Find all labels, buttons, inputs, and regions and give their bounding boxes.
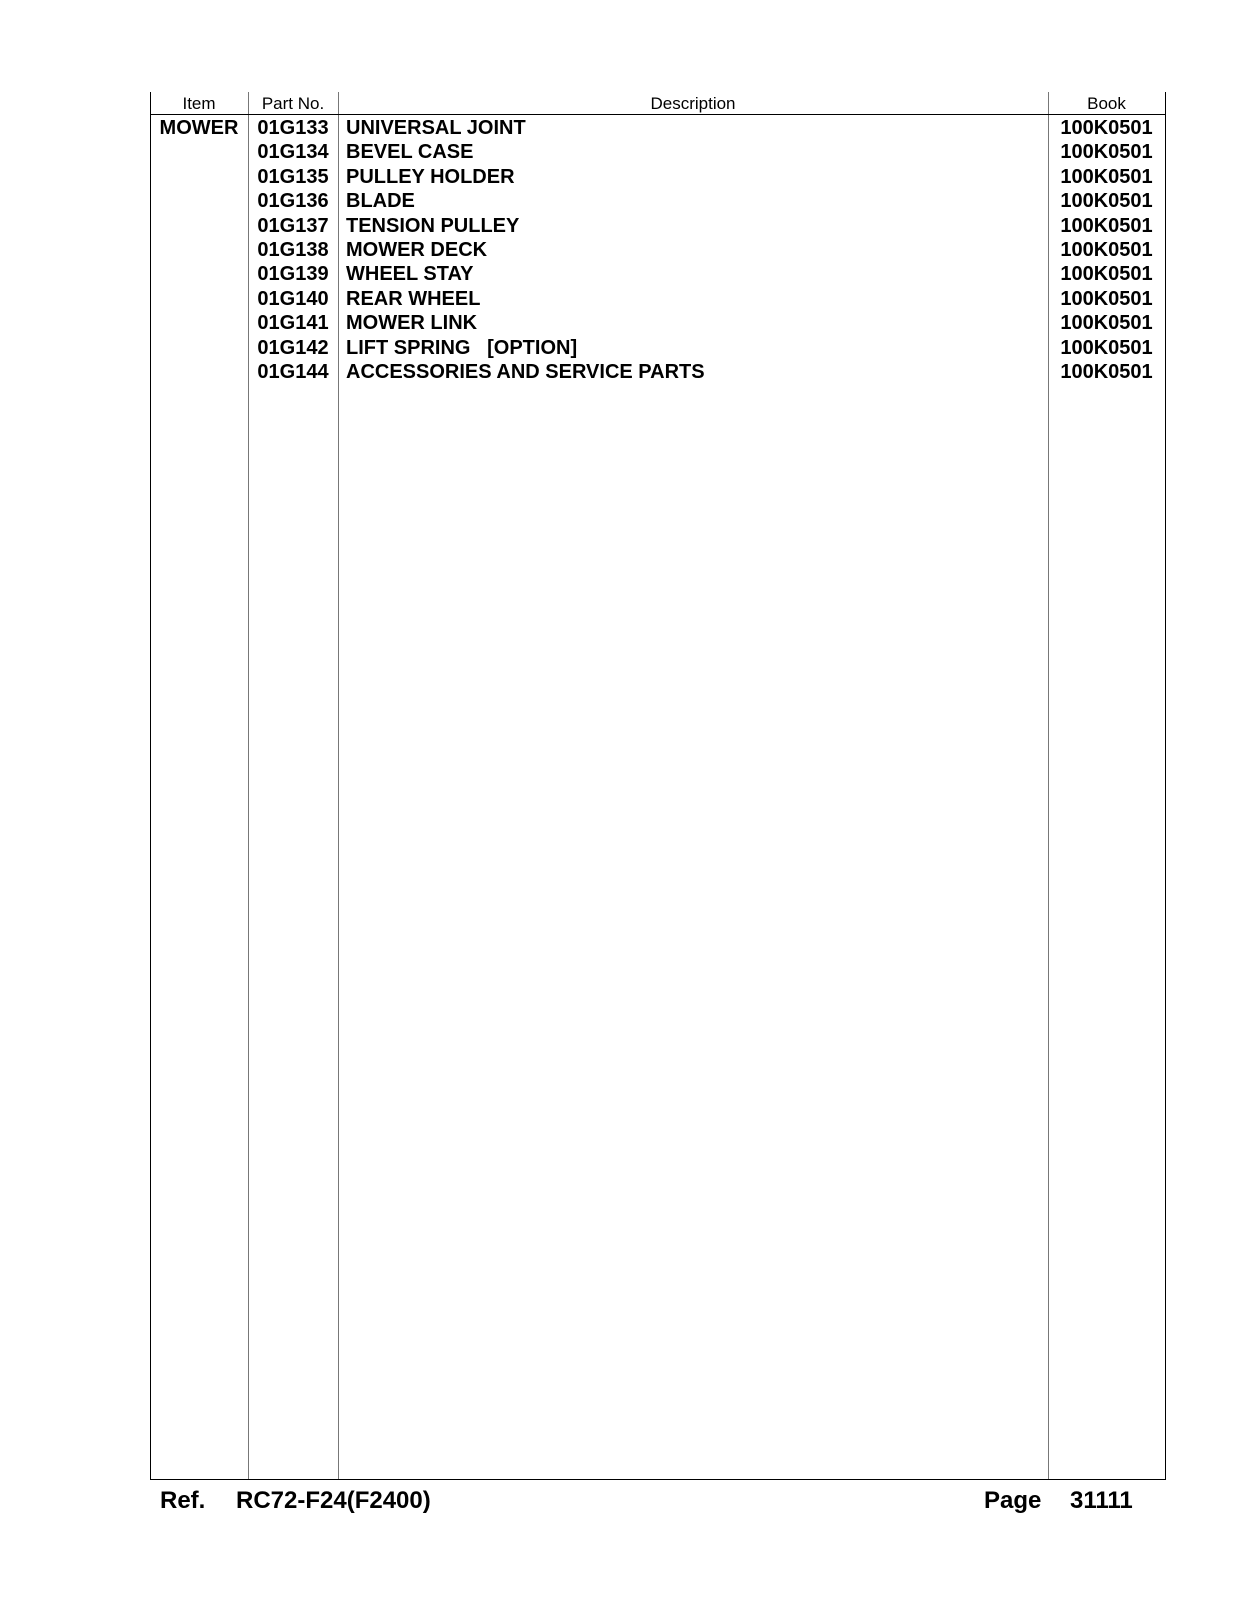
page-footer [150,1484,1166,1518]
header-item: Item [182,94,216,113]
footer-rule [150,1479,1166,1480]
row-book: 100K0501 [1060,141,1153,164]
page-number: 31111 [1070,1487,1133,1514]
table-row [150,116,1166,140]
row-part-no: 01G142 [257,336,329,359]
row-description: LIFT SPRING [OPTION] [346,336,578,359]
row-book: 100K0501 [1060,360,1153,383]
row-description: ACCESSORIES AND SERVICE PARTS [346,360,705,383]
row-description: MOWER LINK [346,312,478,335]
row-description: UNIVERSAL JOINT [346,117,526,139]
table-row [150,238,1166,262]
header-part-no: Part No. [261,94,325,113]
parts-table [150,92,1166,1480]
row-description: PULLEY HOLDER [346,165,515,188]
row-part-no: 01G139 [257,263,329,286]
page-label: Page [984,1487,1042,1514]
header-rule [150,114,1166,115]
row-description: BEVEL CASE [346,141,474,164]
row-book: 100K0501 [1060,263,1153,286]
row-book: 100K0501 [1060,165,1153,188]
row-book: 100K0501 [1060,312,1153,335]
table-row [150,189,1166,213]
table-body [150,116,1166,384]
row-part-no: 01G141 [257,312,329,335]
table-row [150,336,1166,360]
header-book: Book [1087,94,1126,113]
row-description: TENSION PULLEY [346,214,520,237]
row-book: 100K0501 [1060,190,1153,213]
header-description: Description [650,94,736,113]
table-row [150,287,1166,311]
table-row [150,165,1166,189]
row-description: BLADE [346,190,415,213]
row-item: MOWER [159,117,239,139]
table-row [150,214,1166,238]
row-book: 100K0501 [1060,117,1153,139]
row-part-no: 01G136 [257,190,329,213]
row-description: REAR WHEEL [346,287,481,310]
table-row [150,360,1166,384]
row-part-no: 01G140 [257,287,329,310]
table-row [150,311,1166,335]
row-part-no: 01G144 [257,360,329,383]
table-row [150,262,1166,286]
table-row [150,140,1166,164]
row-book: 100K0501 [1060,238,1153,261]
row-part-no: 01G133 [257,117,329,139]
row-part-no: 01G135 [257,165,329,188]
ref-value: RC72-F24(F2400) [236,1487,431,1514]
row-description: WHEEL STAY [346,263,474,286]
row-description: MOWER DECK [346,238,488,261]
row-book: 100K0501 [1060,336,1153,359]
row-part-no: 01G137 [257,214,329,237]
row-book: 100K0501 [1060,287,1153,310]
row-part-no: 01G134 [257,141,329,164]
ref-label: Ref. [160,1487,206,1514]
row-book: 100K0501 [1060,214,1153,237]
row-part-no: 01G138 [257,238,329,261]
